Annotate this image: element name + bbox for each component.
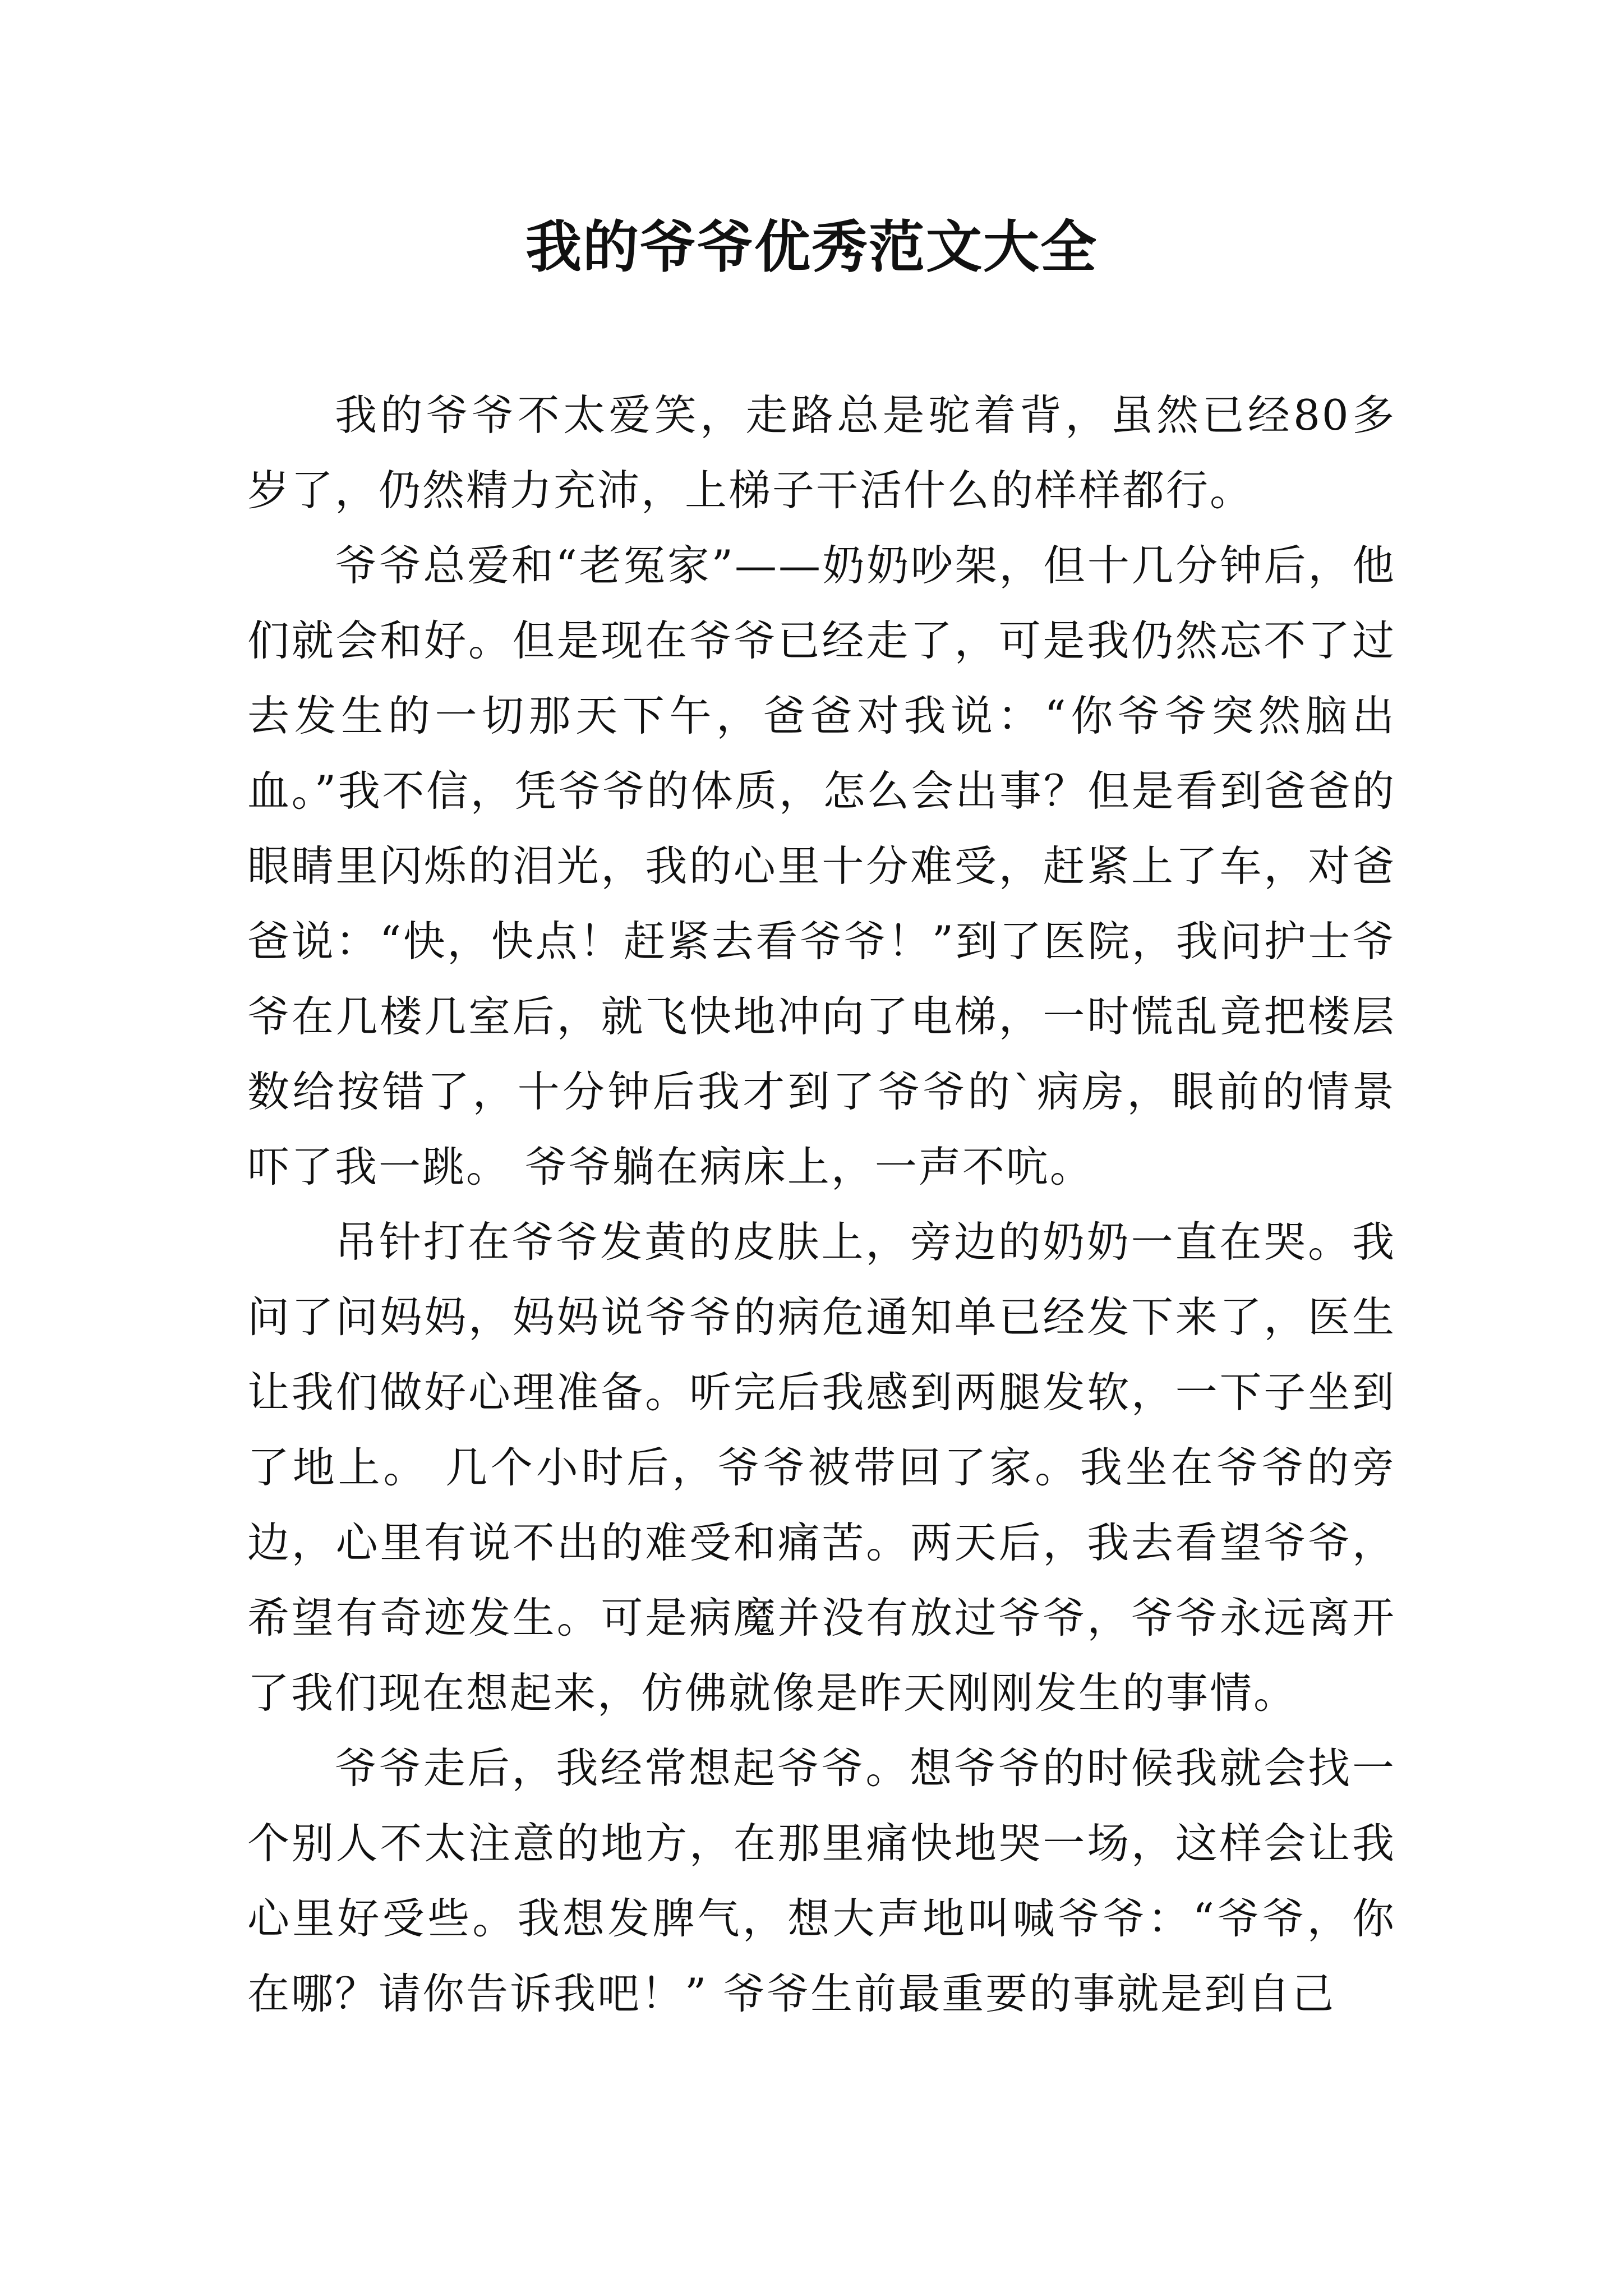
paragraph: 吊针打在爷爷发黄的皮肤上，旁边的奶奶一直在哭。我问了问妈妈，妈妈说爷爷的病危通知单已经发下来了，医生让我们做好心理准备。听完后我感到两腿发软，一下子坐到了地上。 几个小时后，爷爷被带回了家。我坐在爷爷的旁边，心里有说不出的难受和痛苦。两天后，我去看望爷爷，希望有奇迹发生。可是病魔并没有放过爷爷，爷爷永远离开了我们现在想起来，仿佛就像是昨天刚刚发生的事情。 — [247, 1217, 1396, 1718]
paragraph: 爷爷总爱和“老冤家”——奶奶吵架，但十几分钟后，他们就会和好。但是现在爷爷已经走了，可是我仍然忘不了过去发生的一切那天下午，爸爸对我说：“你爷爷突然脑出血。”我不信，凭爷爷的体质，怎么会出事？但是看到爸爸的眼睛里闪烁的泪光，我的心里十分难受，赶紧上了车，对爸爸说：“快，快点！赶紧去看爷爷！”到了医院，我问护士爷爷在几楼几室后，就飞快地冲向了电梯，一时慌乱竟把楼层数给按错了，十分钟后我才到了爷爷的`病房，眼前的情景吓了我一跳。 爷爷躺在病床上，一声不吭。 — [247, 541, 1396, 1191]
paragraph: 我的爷爷不太爱笑，走路总是驼着背，虽然已经80多岁了，仍然精力充沛，上梯子干活什么的样样都行。 — [247, 390, 1396, 515]
paragraph: 爷爷走后，我经常想起爷爷。想爷爷的时候我就会找一个别人不太注意的地方，在那里痛快地哭一场，这样会让我心里好受些。我想发脾气，想大声地叫喊爷爷：“爷爷，你在哪？请你告诉我吧！” 爷爷生前最重要的事就是到自己 — [247, 1743, 1396, 2018]
document-title: 我的爷爷优秀范文大全 — [525, 214, 1098, 280]
document-body — [247, 378, 1396, 2031]
